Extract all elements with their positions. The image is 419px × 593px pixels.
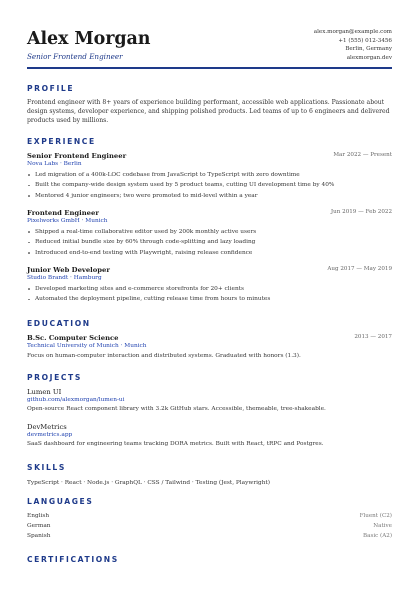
contact-email[interactable]: alex.morgan@example.com bbox=[313, 29, 392, 35]
language-row bbox=[27, 512, 392, 522]
language-name: German bbox=[27, 522, 51, 529]
project-description: Open-source React component library with 3.2k GitHub stars. Accessible, themeable, tree-shakeable. bbox=[27, 406, 326, 412]
degree-title: B.Sc. Computer Science bbox=[27, 334, 119, 342]
experience-entry bbox=[27, 209, 392, 258]
job-dates: Aug 2017 — May 2019 bbox=[327, 266, 392, 272]
list-item: Reduced initial bundle size by 60% through code-splitting and lazy loading bbox=[27, 237, 392, 247]
list-item: Developed marketing sites and e-commerce storefronts for 20+ clients bbox=[27, 284, 392, 294]
language-name: English bbox=[27, 513, 50, 519]
job-company: Studio Brandt bbox=[27, 275, 69, 281]
job-bullets bbox=[27, 227, 392, 258]
list-item: Introduced end-to-end testing with Playwright, raising release confidence bbox=[27, 248, 392, 258]
project-link[interactable]: github.com/alexmorgan/lumen-ui bbox=[27, 397, 125, 403]
list-item: Shipped a real-time collaborative editor used by 200k monthly active users bbox=[27, 227, 392, 237]
job-location: Munich bbox=[85, 218, 108, 224]
list-item: Built the company-wide design system used by 5 product teams, cutting UI development time by 40% bbox=[27, 180, 392, 190]
job-title: Junior Web Developer bbox=[27, 266, 110, 274]
certifications-heading: CERTIFICATIONS bbox=[27, 555, 119, 564]
job-bullets bbox=[27, 170, 392, 201]
language-row bbox=[27, 532, 392, 542]
job-company-line: Studio Brandt · Hamburg bbox=[27, 275, 102, 281]
languages-list bbox=[27, 512, 392, 541]
certifications-section bbox=[27, 555, 392, 564]
profile-heading: PROFILE bbox=[27, 84, 75, 93]
education-entry bbox=[27, 334, 392, 361]
language-level: Basic (A2) bbox=[363, 532, 392, 539]
job-title: Senior Frontend Engineer bbox=[27, 152, 127, 160]
job-location: Hamburg bbox=[73, 275, 102, 281]
languages-heading: LANGUAGES bbox=[27, 497, 94, 506]
header-divider bbox=[27, 67, 392, 69]
job-location: Berlin bbox=[63, 161, 82, 167]
skills-section bbox=[27, 463, 392, 488]
language-name: Spanish bbox=[27, 532, 51, 539]
list-item: Automated the deployment pipeline, cutting release time from hours to minutes bbox=[27, 294, 392, 304]
job-dates: Mar 2022 — Present bbox=[333, 152, 392, 158]
job-bullets bbox=[27, 284, 392, 305]
project-description: SaaS dashboard for engineering teams tracking DORA metrics. Built with React, tRPC and Postgres. bbox=[27, 441, 324, 447]
education-note: Focus on human-computer interaction and distributed systems. Graduated with honors (1.3). bbox=[27, 353, 301, 359]
language-row bbox=[27, 522, 392, 532]
resume-header bbox=[27, 0, 392, 70]
education-dates: 2013 — 2017 bbox=[354, 334, 392, 340]
contact-block bbox=[314, 28, 392, 62]
profile-section bbox=[27, 84, 392, 126]
project-entry bbox=[27, 423, 392, 449]
profile-summary: Frontend engineer with 8+ years of experience building performant, accessible web applications. Passionate about design systems, developer experience, and shipping polished products. Led teams of up to 6 engineers and delivered products used by millions. bbox=[27, 99, 390, 125]
skills-heading: SKILLS bbox=[27, 463, 66, 472]
school-location: Munich bbox=[124, 343, 147, 349]
language-level: Native bbox=[373, 522, 392, 529]
project-link[interactable]: devmetrics.app bbox=[27, 432, 73, 438]
project-entry bbox=[27, 388, 392, 414]
person-name: Alex Morgan bbox=[27, 29, 151, 49]
experience-section bbox=[27, 137, 392, 146]
contact-location: Berlin, Germany bbox=[345, 46, 392, 53]
contact-website[interactable]: alexmorgan.dev bbox=[346, 54, 392, 61]
project-name: Lumen UI bbox=[27, 388, 62, 396]
projects-section bbox=[27, 373, 392, 382]
job-company: Nova Labs bbox=[27, 161, 59, 167]
language-level: Fluent (C2) bbox=[359, 513, 392, 519]
list-item: Mentored 4 junior engineers; two were promoted to mid-level within a year bbox=[27, 191, 392, 201]
job-title: Frontend Engineer bbox=[27, 209, 99, 217]
job-company-line: Pixelworks GmbH · Munich bbox=[27, 218, 108, 224]
school-name: Technical University of Munich bbox=[27, 343, 119, 349]
education-section bbox=[27, 319, 392, 328]
experience-heading: EXPERIENCE bbox=[27, 137, 96, 146]
job-company: Pixelworks GmbH bbox=[27, 218, 80, 224]
project-name: DevMetrics bbox=[27, 423, 67, 431]
skills-list: TypeScript · React · Node.js · GraphQL · CSS / Tailwind · Testing (Jest, Playwright) bbox=[27, 480, 271, 486]
experience-entry bbox=[27, 152, 392, 201]
job-tagline: Senior Frontend Engineer bbox=[27, 52, 123, 61]
contact-phone[interactable]: +1 (555) 012-3456 bbox=[338, 37, 392, 44]
school-line: Technical University of Munich · Munich bbox=[27, 343, 147, 349]
languages-section bbox=[27, 497, 392, 541]
list-item: Led migration of a 400k-LOC codebase from JavaScript to TypeScript with zero downtime bbox=[27, 170, 392, 180]
education-heading: EDUCATION bbox=[27, 319, 91, 328]
job-dates: Jun 2019 — Feb 2022 bbox=[330, 209, 392, 215]
experience-entry bbox=[27, 266, 392, 305]
job-company-line: Nova Labs · Berlin bbox=[27, 161, 82, 167]
projects-heading: PROJECTS bbox=[27, 373, 82, 382]
